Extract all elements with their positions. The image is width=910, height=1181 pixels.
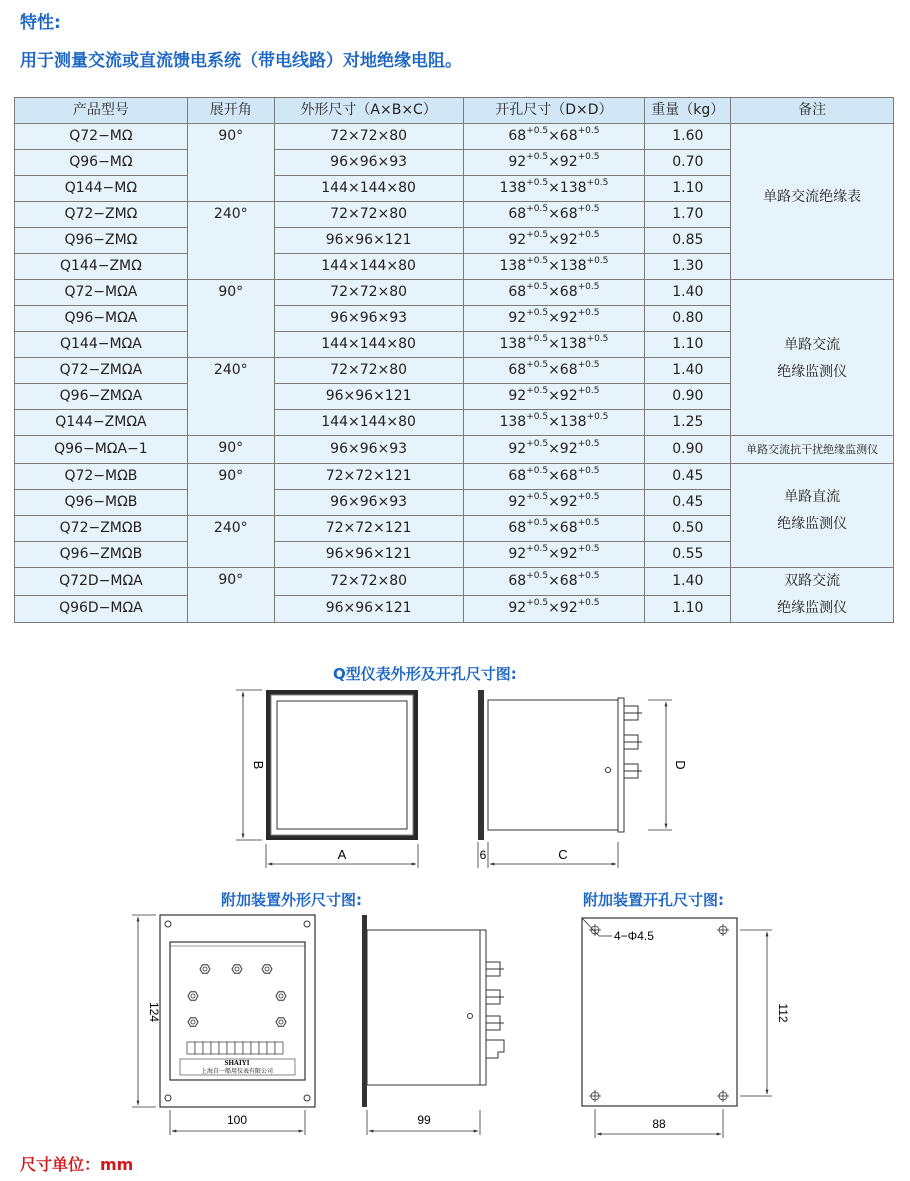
times-sign: × xyxy=(548,362,560,378)
weight-cell: 1.70 xyxy=(645,202,731,228)
hole-value: 92 xyxy=(508,441,527,457)
tolerance: +0.5 xyxy=(577,360,600,370)
weight-cell: 1.30 xyxy=(645,254,731,280)
hole-value: 138 xyxy=(499,414,527,430)
holes-label: 4−Φ4.5 xyxy=(614,929,654,943)
angle-cell: 90° xyxy=(187,124,274,202)
hole-value: 68 xyxy=(508,284,527,300)
model-cell: Q96−MΩB xyxy=(15,490,188,516)
times-sign: × xyxy=(548,572,560,589)
tolerance: +0.5 xyxy=(586,412,609,422)
hole-value: 68 xyxy=(508,206,527,222)
angle-cell: 90° xyxy=(187,464,274,516)
size-cell: 144×144×80 xyxy=(274,410,463,436)
times-sign: × xyxy=(548,600,560,617)
times-sign: × xyxy=(548,494,560,510)
size-cell: 96×96×93 xyxy=(274,306,463,332)
tolerance: +0.5 xyxy=(577,386,600,396)
size-cell: 96×96×121 xyxy=(274,542,463,568)
label-c: C xyxy=(558,847,568,862)
angle-cell: 90° xyxy=(187,436,274,464)
tolerance: +0.5 xyxy=(526,282,549,292)
model-cell: Q144−MΩ xyxy=(15,176,188,202)
q-front-view xyxy=(236,690,418,868)
page-subheading: 用于测量交流或直流馈电系统（带电线路）对地绝缘电阻。 xyxy=(20,51,462,71)
weight-cell: 0.70 xyxy=(645,150,731,176)
remark-line: 绝缘监测仪 xyxy=(777,516,848,532)
tolerance: +0.5 xyxy=(526,334,549,344)
hole-value: 138 xyxy=(499,336,527,352)
label-b: B xyxy=(251,760,266,770)
angle-cell: 240° xyxy=(187,516,274,568)
tolerance: +0.5 xyxy=(526,570,549,581)
size-cell: 72×72×121 xyxy=(274,464,463,490)
size-cell: 144×144×80 xyxy=(274,332,463,358)
weight-cell: 0.80 xyxy=(645,306,731,332)
angle-cell: 240° xyxy=(187,358,274,436)
hole-value: 138 xyxy=(559,180,587,196)
hole-value: 92 xyxy=(559,441,578,457)
tolerance: +0.5 xyxy=(577,152,600,162)
remark-line: 双路交流 xyxy=(784,573,841,589)
hole-value: 92 xyxy=(559,494,578,510)
times-sign: × xyxy=(548,128,560,144)
tolerance: +0.5 xyxy=(526,439,549,449)
times-sign: × xyxy=(548,468,560,484)
remark-line: 单路交流抗干扰绝缘监测仪 xyxy=(746,443,879,456)
model-cell: Q144−ZMΩ xyxy=(15,254,188,280)
hole-value: 138 xyxy=(559,258,587,274)
brand-logo: SHAIYI xyxy=(224,1059,250,1067)
hole-value: 138 xyxy=(559,414,587,430)
model-cell: Q72−ZMΩ xyxy=(15,202,188,228)
model-cell: Q72D−MΩA xyxy=(15,568,188,596)
weight-cell: 0.50 xyxy=(645,516,731,542)
model-cell: Q96−ZMΩ xyxy=(15,228,188,254)
remark-line: 单路交流 xyxy=(784,337,841,353)
hole-value: 68 xyxy=(559,468,578,484)
tolerance: +0.5 xyxy=(526,598,549,609)
weight-cell: 0.90 xyxy=(645,384,731,410)
model-cell: Q72−MΩA xyxy=(15,280,188,306)
hole-value: 68 xyxy=(559,206,578,222)
model-cell: Q96−MΩ xyxy=(15,150,188,176)
hole-value: 68 xyxy=(508,572,527,589)
tolerance: +0.5 xyxy=(577,518,600,528)
model-cell: Q144−ZMΩA xyxy=(15,410,188,436)
weight-cell: 0.45 xyxy=(645,464,731,490)
hole-value: 92 xyxy=(559,546,578,562)
tolerance: +0.5 xyxy=(526,492,549,502)
hole-value: 92 xyxy=(559,600,578,617)
weight-cell: 1.10 xyxy=(645,595,731,623)
maker-label: 上海自一船用仪表有限公司 xyxy=(200,1068,274,1075)
header-model: 产品型号 xyxy=(15,98,188,124)
angle-cell: 90° xyxy=(187,568,274,623)
remark-line: 单路直流 xyxy=(784,489,841,505)
dim-88: 88 xyxy=(652,1117,666,1131)
hole-value: 68 xyxy=(559,362,578,378)
hole-value: 138 xyxy=(499,180,527,196)
weight-cell: 1.40 xyxy=(645,280,731,306)
model-cell: Q96−MΩA xyxy=(15,306,188,332)
times-sign: × xyxy=(548,284,560,300)
addon-front-view xyxy=(132,915,315,1135)
tolerance: +0.5 xyxy=(577,230,600,240)
q-drawing-title: Q型仪表外形及开孔尺寸图: xyxy=(333,665,517,683)
tolerance: +0.5 xyxy=(526,126,549,136)
tolerance: +0.5 xyxy=(526,152,549,162)
weight-cell: 0.85 xyxy=(645,228,731,254)
page-heading: 特性: xyxy=(20,13,61,33)
header-weight: 重量（kg） xyxy=(645,98,731,124)
times-sign: × xyxy=(548,520,560,536)
tolerance: +0.5 xyxy=(526,204,549,214)
angle-cell: 90° xyxy=(187,280,274,358)
header-size: 外形尺寸（A×B×C） xyxy=(274,98,463,124)
hole-value: 92 xyxy=(559,154,578,170)
cutout-drawing-title: 附加装置开孔尺寸图: xyxy=(583,891,724,909)
tolerance: +0.5 xyxy=(577,439,600,449)
times-sign: × xyxy=(548,441,560,457)
tolerance: +0.5 xyxy=(577,492,600,502)
label-a: A xyxy=(337,847,347,862)
weight-cell: 1.25 xyxy=(645,410,731,436)
hole-value: 92 xyxy=(559,232,578,248)
model-cell: Q96D−MΩA xyxy=(15,595,188,623)
size-cell: 72×72×80 xyxy=(274,124,463,150)
size-cell: 144×144×80 xyxy=(274,254,463,280)
size-cell: 96×96×121 xyxy=(274,384,463,410)
tolerance: +0.5 xyxy=(526,466,549,476)
times-sign: × xyxy=(548,336,560,352)
times-sign: × xyxy=(548,154,560,170)
tolerance: +0.5 xyxy=(577,544,600,554)
hole-value: 68 xyxy=(559,128,578,144)
hole-value: 68 xyxy=(508,362,527,378)
hole-value: 138 xyxy=(499,258,527,274)
weight-cell: 1.10 xyxy=(645,176,731,202)
model-cell: Q96−ZMΩA xyxy=(15,384,188,410)
size-cell: 72×72×80 xyxy=(274,202,463,228)
size-cell: 144×144×80 xyxy=(274,176,463,202)
times-sign: × xyxy=(548,232,560,248)
tolerance: +0.5 xyxy=(526,308,549,318)
hole-value: 92 xyxy=(508,546,527,562)
hole-value: 92 xyxy=(559,388,578,404)
dim-100: 100 xyxy=(226,1113,248,1127)
model-cell: Q72−MΩ xyxy=(15,124,188,150)
header-remark: 备注 xyxy=(731,98,894,124)
addon-side-view xyxy=(362,915,504,1135)
size-cell: 96×96×121 xyxy=(274,228,463,254)
weight-cell: 0.55 xyxy=(645,542,731,568)
model-cell: Q72−ZMΩB xyxy=(15,516,188,542)
unit-note: 尺寸单位：mm xyxy=(20,1155,134,1174)
times-sign: × xyxy=(548,414,560,430)
tolerance: +0.5 xyxy=(577,598,600,609)
tolerance: +0.5 xyxy=(577,126,600,136)
tolerance: +0.5 xyxy=(526,544,549,554)
weight-cell: 1.10 xyxy=(645,332,731,358)
hole-value: 68 xyxy=(508,128,527,144)
q-side-view xyxy=(478,690,672,868)
hole-value: 92 xyxy=(508,232,527,248)
hole-value: 68 xyxy=(508,468,527,484)
remark-line: 绝缘监测仪 xyxy=(777,364,848,380)
tolerance: +0.5 xyxy=(577,282,600,292)
tolerance: +0.5 xyxy=(526,412,549,422)
times-sign: × xyxy=(548,546,560,562)
dim-112: 112 xyxy=(776,1003,790,1023)
hole-value: 138 xyxy=(559,336,587,352)
tolerance: +0.5 xyxy=(586,178,609,188)
tolerance: +0.5 xyxy=(586,334,609,344)
tolerance: +0.5 xyxy=(577,570,600,581)
times-sign: × xyxy=(548,310,560,326)
tolerance: +0.5 xyxy=(526,230,549,240)
tolerance: +0.5 xyxy=(526,256,549,266)
dim-99: 99 xyxy=(417,1113,431,1127)
addon-cutout-view xyxy=(582,918,772,1138)
model-cell: Q144−MΩA xyxy=(15,332,188,358)
model-cell: Q72−MΩB xyxy=(15,464,188,490)
header-hole: 开孔尺寸（D×D） xyxy=(463,98,645,124)
tolerance: +0.5 xyxy=(577,204,600,214)
tolerance: +0.5 xyxy=(526,386,549,396)
size-cell: 96×96×93 xyxy=(274,436,463,464)
hole-value: 92 xyxy=(508,310,527,326)
size-cell: 96×96×93 xyxy=(274,490,463,516)
label-6: 6 xyxy=(479,848,487,862)
size-cell: 72×72×80 xyxy=(274,358,463,384)
size-cell: 72×72×80 xyxy=(274,568,463,596)
hole-value: 92 xyxy=(508,154,527,170)
dim-124: 124 xyxy=(147,1001,161,1023)
tolerance: +0.5 xyxy=(526,178,549,188)
hole-value: 92 xyxy=(559,310,578,326)
size-cell: 96×96×93 xyxy=(274,150,463,176)
size-cell: 96×96×121 xyxy=(274,595,463,623)
times-sign: × xyxy=(548,180,560,196)
hole-value: 68 xyxy=(559,284,578,300)
times-sign: × xyxy=(548,206,560,222)
size-cell: 72×72×80 xyxy=(274,280,463,306)
remark-line: 绝缘监测仪 xyxy=(777,600,848,616)
hole-value: 68 xyxy=(508,520,527,536)
model-cell: Q96−MΩA−1 xyxy=(15,436,188,464)
tolerance: +0.5 xyxy=(577,466,600,476)
angle-cell: 240° xyxy=(187,202,274,280)
times-sign: × xyxy=(548,258,560,274)
tolerance: +0.5 xyxy=(526,518,549,528)
hole-value: 92 xyxy=(508,494,527,510)
size-cell: 72×72×121 xyxy=(274,516,463,542)
model-cell: Q96−ZMΩB xyxy=(15,542,188,568)
hole-value: 92 xyxy=(508,388,527,404)
tolerance: +0.5 xyxy=(586,256,609,266)
weight-cell: 1.40 xyxy=(645,358,731,384)
times-sign: × xyxy=(548,388,560,404)
hole-value: 92 xyxy=(508,600,527,617)
addon-drawing-title: 附加装置外形尺寸图: xyxy=(221,891,362,909)
tolerance: +0.5 xyxy=(526,360,549,370)
model-cell: Q72−ZMΩA xyxy=(15,358,188,384)
remark-line: 单路交流绝缘表 xyxy=(763,189,862,205)
hole-value: 68 xyxy=(559,520,578,536)
header-angle: 展开角 xyxy=(187,98,274,124)
hole-value: 68 xyxy=(559,572,578,589)
weight-cell: 0.45 xyxy=(645,490,731,516)
weight-cell: 1.60 xyxy=(645,124,731,150)
label-d: D xyxy=(673,760,688,770)
tolerance: +0.5 xyxy=(577,308,600,318)
weight-cell: 1.40 xyxy=(645,568,731,596)
weight-cell: 0.90 xyxy=(645,436,731,464)
